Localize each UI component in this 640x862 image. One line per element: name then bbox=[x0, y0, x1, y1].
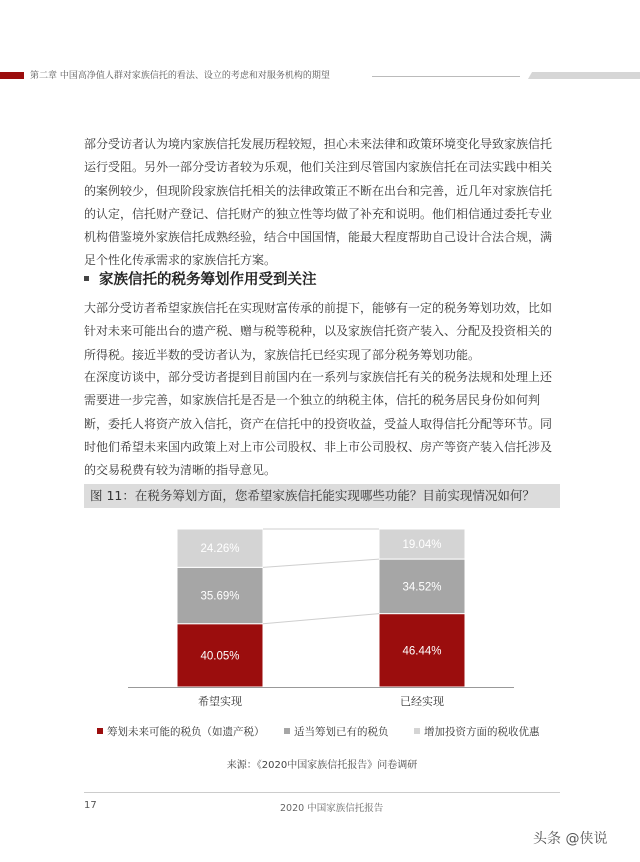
figure-source: 来源：《2020中国家族信托报告》问卷调研 bbox=[226, 760, 418, 771]
connector-line-2 bbox=[263, 559, 379, 567]
x-tick-label-wish: 希望实现 bbox=[198, 695, 242, 708]
watermark: 头条 @侠说 bbox=[533, 831, 608, 847]
stacked-bar-chart bbox=[84, 512, 560, 752]
legend-label-1: 筹划未来可能的税负（如遗产税） bbox=[107, 726, 265, 738]
legend-swatch-2 bbox=[284, 728, 290, 734]
data-label-achieved-1: 46.44% bbox=[402, 645, 442, 658]
figure-title: 图 11：在税务筹划方面，您希望家族信托能实现哪些功能？目前实现情况如何？ bbox=[84, 484, 560, 508]
section-heading-text: 家族信托的税务筹划作用受到关注 bbox=[99, 272, 317, 288]
paragraph-2: 大部分受访者希望家族信托在实现财富传承的前提下，能够有一定的税务筹划功效，比如针对未来可能出台的遗产税、赠与税等税种，以及家族信托资产装入、分配及投资相关的所得税。接近半数的受访者认为，家族信托已经实现了部分税务筹划功能。 bbox=[84, 301, 553, 362]
footer-rule bbox=[84, 792, 560, 793]
legend-label-3: 增加投资方面的税收优惠 bbox=[424, 726, 540, 738]
chapter-header: 第二章 中国高净值人群对家族信托的看法、设立的考虑和对服务机构的期望 bbox=[30, 71, 330, 81]
data-label-wish-3: 24.26% bbox=[200, 543, 240, 556]
footer-report-name: 2020 中国家族信托报告 bbox=[280, 803, 384, 814]
data-label-achieved-2: 34.52% bbox=[402, 581, 442, 594]
x-tick-label-achieved: 已经实现 bbox=[400, 695, 444, 708]
header-accent-bar bbox=[0, 72, 24, 79]
data-label-wish-1: 40.05% bbox=[200, 650, 240, 663]
header-gray-bar bbox=[528, 72, 640, 79]
legend-swatch-3 bbox=[414, 728, 420, 734]
legend-label-2: 适当筹划已有的税负 bbox=[294, 726, 389, 738]
header-rule bbox=[372, 76, 520, 77]
data-label-wish-2: 35.69% bbox=[200, 590, 240, 603]
bullet-square-icon bbox=[84, 276, 89, 281]
paragraph-3: 在深度访谈中，部分受访者提到目前国内在一系列与家族信托有关的税务法规和处理上还需要进一步完善，如家族信托是否是一个独立的纳税主体，信托的税务居民身份如何判断，委托人将资产放入信托，资产在信托中的投资收益，受益人取得信托分配等环节。同时他们希望未来国内政策上对上市公司股权、非上市公司股权、房产等资产装入信托涉及的交易税费有较为清晰的指导意见。 bbox=[84, 370, 553, 478]
connector-line-1 bbox=[263, 614, 379, 624]
data-label-achieved-3: 19.04% bbox=[402, 539, 442, 552]
legend-swatch-1 bbox=[97, 728, 103, 734]
section-heading bbox=[84, 268, 317, 289]
page-number: 17 bbox=[84, 800, 97, 811]
paragraph-1: 部分受访者认为境内家族信托发展历程较短，担心未来法律和政策环境变化导致家族信托运行受阻。另外一部分受访者较为乐观，他们关注到尽管国内家族信托在司法实践中相关的案例较少，但现阶段家族信托相关的法律政策正不断在出台和完善，近几年对家族信托的认定，信托财产登记、信托财产的独立性等均做了补充和说明。他们相信通过委托专业机构借鉴境外家族信托成熟经验，结合中国国情，能最大程度帮助自己设计合法合规，满足个性化传承需求的家族信托方案。 bbox=[84, 137, 553, 268]
